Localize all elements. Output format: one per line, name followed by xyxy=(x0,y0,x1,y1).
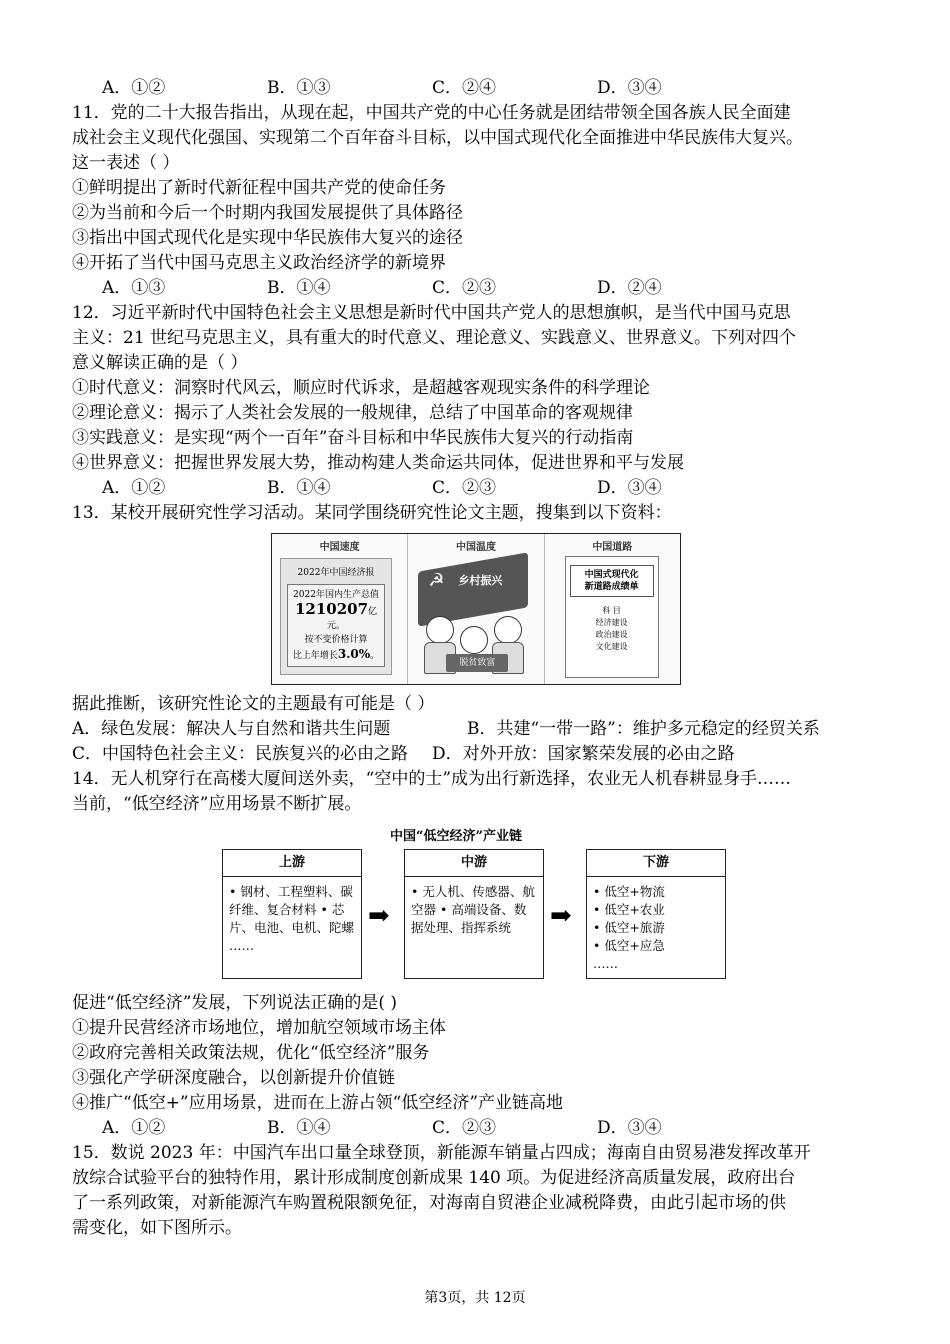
q12-option-b: B．①④ xyxy=(267,478,331,498)
q11-stem-line: 成社会主义现代化强国、实现第二个百年奋斗目标，以中国式现代化全面推进中华民族伟大复兴。 xyxy=(72,128,803,148)
downstream-body xyxy=(587,877,725,979)
panel-title: 中国速度 xyxy=(319,542,360,553)
panel-title: 中国温度 xyxy=(455,542,496,553)
arrow-right-icon: ➡ xyxy=(550,901,572,931)
q11-item: ③指出中国式现代化是实现中华民族伟大复兴的途径 xyxy=(72,228,463,248)
downstream-item: • 低空+旅游 xyxy=(593,920,665,935)
q10-options xyxy=(72,76,882,101)
subject-item: 经济建设 xyxy=(595,618,628,627)
q15-stem-line: 了一系列政策，对新能源汽车购置税限额免征，对海南自贸港企业减税降费，由此引起市场的供 xyxy=(72,1193,786,1213)
page-footer: 第3页，共 12页 xyxy=(424,1290,526,1306)
q11-options xyxy=(72,276,882,301)
report-line: 按不变价格计算 xyxy=(304,635,368,645)
q12-stem-line: 主义：21 世纪马克思主义，具有重大的时代意义、理论意义、实践意义、世界意义。下列对四个 xyxy=(72,328,797,348)
q11-stem-line: 这一表述（ ） xyxy=(72,153,180,173)
child-head-icon xyxy=(426,616,454,644)
gdp-unit: 亿元。 xyxy=(326,607,378,631)
downstream-box xyxy=(586,849,726,979)
q12-option-a: A．①② xyxy=(102,478,166,498)
q12-stem-line: 意义解读正确的是（ ） xyxy=(72,353,248,373)
question-13 xyxy=(72,501,882,767)
q14-option-d: D．③④ xyxy=(597,1118,662,1138)
q14-industry-chain-figure xyxy=(72,825,882,985)
q13-question: 据此推断，该研究性论文的主题最有可能是（ ） xyxy=(72,694,435,714)
q10-option-d: D．③④ xyxy=(597,78,662,98)
flag-text: 乡村振兴 xyxy=(458,574,503,587)
question-14 xyxy=(72,767,882,1141)
q10-option-c: C．②④ xyxy=(432,78,497,98)
q11-option-a: A．①③ xyxy=(102,278,166,298)
q12-item: ③实践意义：是实现“两个一百年”奋斗目标和中华民族伟大复兴的行动指南 xyxy=(72,428,634,448)
q15-stem-line: 15．数说 2023 年：中国汽车出口量全球登顶，新能源车销量占四成；海南自由贸易港发挥改革开 xyxy=(72,1143,811,1163)
question-15 xyxy=(72,1141,882,1241)
q13-stem: 13．某校开展研究性学习活动。某同学围绕研究性论文主题，搜集到以下资料： xyxy=(72,503,672,523)
midstream-box xyxy=(404,849,544,979)
report-line-end: 。 xyxy=(370,651,380,661)
upstream-body: • 钢材、工程塑料、碳纤维、复合材料 • 芯片、电池、电机、陀螺 …… xyxy=(229,884,355,953)
banner-text: 脱贫致富 xyxy=(446,654,508,672)
q14-stem-line: 14．无人机穿行在高楼大厦间送外卖，“空中的士”成为出行新选择，农业无人机春耕显身手…… xyxy=(72,769,792,789)
downstream-item: • 低空+物流 xyxy=(593,884,665,899)
q12-option-c: C．②③ xyxy=(432,478,497,498)
q10-option-b: B．①③ xyxy=(267,78,331,98)
figure-title: 中国“低空经济”产业链 xyxy=(390,829,522,844)
q14-item: ②政府完善相关政策法规，优化“低空经济”服务 xyxy=(72,1043,430,1063)
q13-figure xyxy=(271,533,681,685)
q12-stem-line: 12．习近平新时代中国特色社会主义思想是新时代中国共产党人的思想旗帜，是当代中国马克思 xyxy=(72,303,791,323)
arrow-right-icon: ➡ xyxy=(368,901,390,931)
q13-option-c: C．中国特色社会主义：民族复兴的必由之路 xyxy=(72,744,409,764)
q12-options xyxy=(72,476,882,501)
q13-options-row xyxy=(72,742,882,767)
q12-item: ④世界意义：把握世界发展大势，推动构建人类命运共同体，促进世界和平与发展 xyxy=(72,453,684,473)
panel-china-warmth xyxy=(408,534,544,684)
economy-report xyxy=(280,558,392,675)
q11-item: ④开拓了当代中国马克思主义政治经济学的新境界 xyxy=(72,253,446,273)
report-card-title-line: 中国式现代化 xyxy=(584,570,639,580)
panel-china-road xyxy=(545,534,680,684)
downstream-item: • 低空+应急 xyxy=(593,938,665,953)
report-line: 2022年国内生产总值 xyxy=(293,590,379,600)
report-heading: 2022年中国经济报 xyxy=(297,568,375,578)
q13-options-row xyxy=(72,717,882,742)
q14-option-a: A．①② xyxy=(102,1118,166,1138)
child-head-icon xyxy=(460,626,488,654)
q14-options xyxy=(72,1116,882,1141)
q14-option-b: B．①④ xyxy=(267,1118,331,1138)
subject-item: 文化建设 xyxy=(595,642,628,651)
q14-item: ③强化产学研深度融合，以创新提升价值链 xyxy=(72,1068,395,1088)
q15-stem-line: 放综合试验平台的独特作用，累计形成制度创新成果 140 项。为促进经济高质量发展，政府出台 xyxy=(72,1168,796,1188)
subject-heading: 科 目 xyxy=(602,606,621,615)
q12-item: ②理论意义：揭示了人类社会发展的一般规律，总结了中国革命的客观规律 xyxy=(72,403,633,423)
downstream-title: 下游 xyxy=(587,850,725,877)
child-head-icon xyxy=(494,616,522,644)
q14-item: ①提升民营经济市场地位，增加航空领域市场主体 xyxy=(72,1018,446,1038)
q13-option-d: D．对外开放：国家繁荣发展的必由之路 xyxy=(432,744,735,764)
question-11 xyxy=(72,101,882,301)
upstream-box xyxy=(222,849,362,979)
q14-item: ④推广“低空+”应用场景，进而在上游占领“低空经济”产业链高地 xyxy=(72,1093,564,1113)
panel-title: 中国道路 xyxy=(592,542,633,553)
report-line: 比上年增长 xyxy=(292,651,338,661)
exam-page xyxy=(72,76,882,1241)
q15-stem-line: 需变化，如下图所示。 xyxy=(72,1218,242,1238)
q14-option-c: C．②③ xyxy=(432,1118,497,1138)
subject-item: 政治建设 xyxy=(595,630,628,639)
report-card-title-line: 新道路成绩单 xyxy=(584,582,639,592)
q14-stem-line: 当前，“低空经济”应用场景不断扩展。 xyxy=(72,794,362,814)
question-12 xyxy=(72,301,882,501)
q11-item: ②为当前和今后一个时期内我国发展提供了具体路径 xyxy=(72,203,463,223)
panel-china-speed xyxy=(272,534,408,684)
q14-question: 促进“低空经济”发展，下列说法正确的是( ) xyxy=(72,993,398,1013)
q11-item: ①鲜明提出了新时代新征程中国共产党的使命任务 xyxy=(72,178,446,198)
report-content xyxy=(287,584,385,667)
q12-item: ①时代意义：洞察时代风云，顺应时代诉求，是超越客观现实条件的科学理论 xyxy=(72,378,650,398)
q11-option-c: C．②③ xyxy=(432,278,497,298)
q10-option-a: A．①② xyxy=(102,78,166,98)
gdp-value: 1210207 xyxy=(294,600,369,618)
q13-option-a: A．绿色发展：解决人与自然和谐共生问题 xyxy=(72,719,391,739)
midstream-title: 中游 xyxy=(405,850,543,877)
upstream-title: 上游 xyxy=(223,850,361,877)
downstream-item: • 低空+农业 xyxy=(593,902,665,917)
growth-rate: 3.0% xyxy=(337,647,371,661)
report-card xyxy=(565,556,659,678)
q11-stem-line: 11．党的二十大报告指出，从现在起，中国共产党的中心任务就是团结带领全国各族人民全面建 xyxy=(72,103,791,123)
report-card-title xyxy=(570,565,654,597)
midstream-body: • 无人机、传感器、航空器 • 高端设备、数据处理、指挥系统 xyxy=(411,884,535,935)
q13-option-b: B．共建“一带一路”：维护多元稳定的经贸关系 xyxy=(467,719,820,739)
downstream-item: …… xyxy=(593,956,618,971)
q11-option-b: B．①④ xyxy=(267,278,331,298)
q12-option-d: D．③④ xyxy=(597,478,662,498)
q11-option-d: D．②④ xyxy=(597,278,662,298)
party-emblem-icon: ☭ xyxy=(428,570,445,591)
